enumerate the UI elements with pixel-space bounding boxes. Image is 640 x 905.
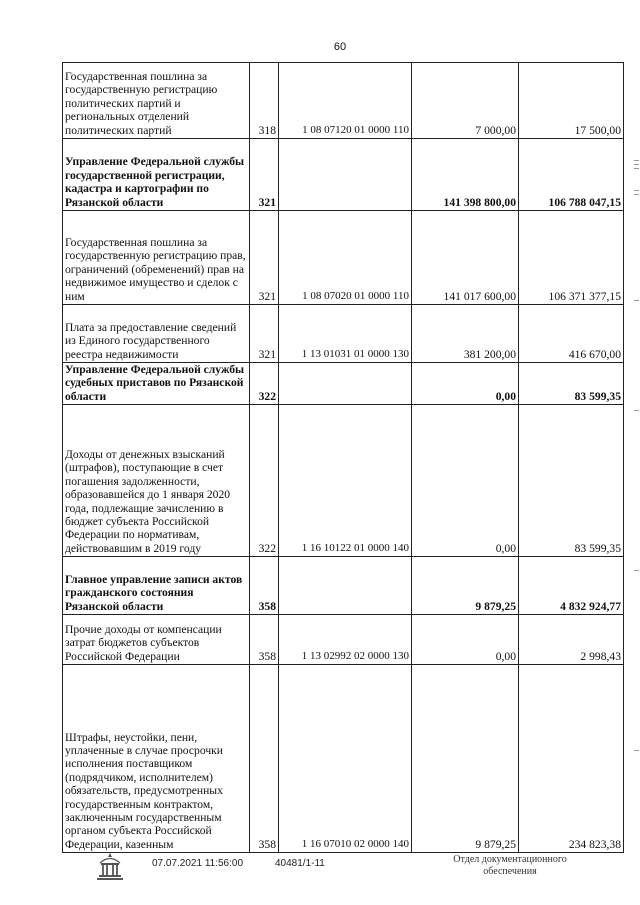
plan-amount-cell: 0,00 — [412, 363, 519, 405]
budget-code-cell — [279, 557, 412, 615]
stamp-line-1: Отдел документационного — [453, 854, 567, 865]
actual-amount-cell: 4 832 924,77 — [519, 557, 624, 615]
budget-code-cell — [279, 139, 412, 211]
section-header-row — [63, 557, 624, 615]
budget-code-cell: 1 13 01031 01 0000 130 — [279, 305, 412, 363]
admin-code-cell: 358 — [250, 615, 279, 665]
table-row — [63, 665, 624, 853]
section-header-row — [63, 363, 624, 405]
table-row — [63, 63, 624, 139]
admin-code-cell: 322 — [250, 405, 279, 557]
actual-amount-cell: 106 788 047,15 — [519, 139, 624, 211]
admin-code-cell: 358 — [250, 665, 279, 853]
plan-amount-cell: 141 398 800,00 — [412, 139, 519, 211]
plan-amount-cell: 7 000,00 — [412, 63, 519, 139]
revenue-name-cell: Доходы от денежных взысканий (штрафов), поступающие в счет погашения задолженности, образовавшейся до 1 января 2020 года, подлежащие зачислению в бюджет субъекта Российской Федерации по нормативам, действовавшим в 2019 году — [63, 405, 250, 557]
actual-amount-cell: 106 371 377,15 — [519, 211, 624, 305]
revenue-name-cell: Государственная пошлина за государственную регистрацию политических партий и региональных отделений политических партий — [63, 63, 250, 139]
actual-amount-cell: 83 599,35 — [519, 405, 624, 557]
plan-amount-cell: 141 017 600,00 — [412, 211, 519, 305]
page-edge-marks — [632, 150, 640, 850]
revenue-name-cell: Прочие доходы от компенсации затрат бюджетов субъектов Российской Федерации — [63, 615, 250, 665]
budget-code-cell: 1 16 07010 02 0000 140 — [279, 665, 412, 853]
admin-code-cell: 358 — [250, 557, 279, 615]
table-row — [63, 211, 624, 305]
section-header-row — [63, 139, 624, 211]
revenue-name-cell: Плата за предоставление сведений из Единого государственного реестра недвижимости — [63, 305, 250, 363]
revenue-name-cell: Управление Федеральной службы государственной регистрации, кадастра и картографии по Рязанской области — [63, 139, 250, 211]
emblem-icon — [95, 851, 125, 883]
admin-code-cell: 321 — [250, 305, 279, 363]
page-number: 60 — [333, 41, 347, 53]
stamp-line-2: обеспечения — [483, 866, 537, 877]
department-stamp — [440, 854, 580, 878]
revenue-table-body — [63, 63, 624, 853]
actual-amount-cell: 17 500,00 — [519, 63, 624, 139]
budget-code-cell: 1 08 07020 01 0000 110 — [279, 211, 412, 305]
actual-amount-cell: 234 823,38 — [519, 665, 624, 853]
revenue-name-cell: Штрафы, неустойки, пени, уплаченные в случае просрочки исполнения поставщиком (подрядчиком, исполнителем) обязательств, предусмотренных государственным контрактом, заключенным государственным органом субъекта Российской Федерации, казенным — [63, 665, 250, 853]
admin-code-cell: 318 — [250, 63, 279, 139]
budget-code-cell: 1 08 07120 01 0000 110 — [279, 63, 412, 139]
revenue-table — [62, 62, 624, 853]
budget-code-cell: 1 16 10122 01 0000 140 — [279, 405, 412, 557]
admin-code-cell: 321 — [250, 211, 279, 305]
table-row — [63, 305, 624, 363]
table-row — [63, 405, 624, 557]
plan-amount-cell: 0,00 — [412, 615, 519, 665]
admin-code-cell: 321 — [250, 139, 279, 211]
revenue-name-cell: Главное управление записи актов гражданского состояния Рязанской области — [63, 557, 250, 615]
revenue-name-cell: Управление Федеральной службы судебных приставов по Рязанской области — [63, 363, 250, 405]
page-footer — [0, 848, 640, 898]
table-row — [63, 615, 624, 665]
actual-amount-cell: 2 998,43 — [519, 615, 624, 665]
revenue-name-cell: Государственная пошлина за государственную регистрацию прав, ограничений (обременений) прав на недвижимое имущество и сделок с ним — [63, 211, 250, 305]
actual-amount-cell: 416 670,00 — [519, 305, 624, 363]
plan-amount-cell: 381 200,00 — [412, 305, 519, 363]
budget-code-cell: 1 13 02992 02 0000 130 — [279, 615, 412, 665]
plan-amount-cell: 0,00 — [412, 405, 519, 557]
plan-amount-cell: 9 879,25 — [412, 557, 519, 615]
admin-code-cell: 322 — [250, 363, 279, 405]
actual-amount-cell: 83 599,35 — [519, 363, 624, 405]
footer-doc-number: 40481/1-11 — [275, 858, 325, 869]
footer-datetime: 07.07.2021 11:56:00 — [152, 858, 244, 869]
plan-amount-cell: 9 879,25 — [412, 665, 519, 853]
budget-code-cell — [279, 363, 412, 405]
